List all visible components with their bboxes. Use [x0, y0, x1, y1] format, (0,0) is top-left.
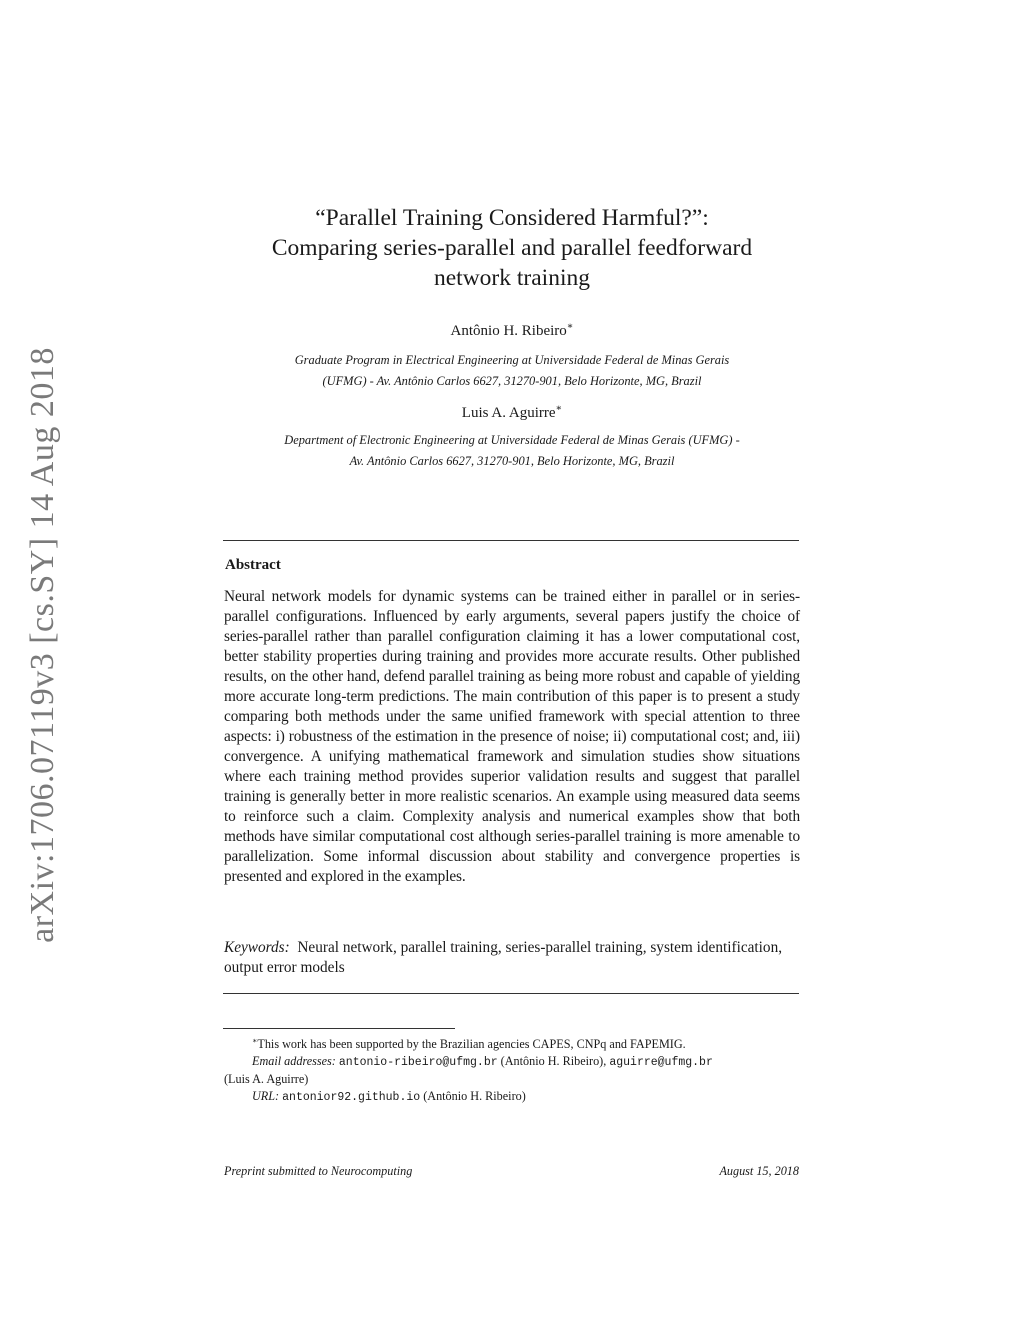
- keywords-text: Neural network, parallel training, series-parallel training, system identification, output error models: [224, 939, 783, 976]
- footnote-email-owner-line: [224, 1071, 814, 1088]
- author-1-name: Antônio H. Ribeiro: [450, 323, 567, 339]
- abstract-top-rule: [223, 540, 799, 541]
- arxiv-identifier: arXiv:1706.07119v3 [cs.SY] 14 Aug 2018: [24, 347, 61, 943]
- affiliation-1-line-1: Graduate Program in Electrical Engineering at Universidade Federal de Minas Gerais: [294, 353, 730, 367]
- keywords-label: Keywords:: [224, 939, 290, 956]
- preprint-date: August 15, 2018: [719, 1164, 799, 1178]
- footnote-url-line: [224, 1088, 814, 1106]
- email-link-2[interactable]: aguirre@ufmg.br: [609, 1056, 713, 1070]
- preprint-note: Preprint submitted to Neurocomputing: [224, 1164, 413, 1178]
- url-owner: (Antônio H. Ribeiro): [423, 1089, 526, 1104]
- author-1-affiliation: [215, 350, 809, 392]
- abstract-text: Neural network models for dynamic systems can be trained either in parallel or in series-parallel configurations. Influenced by early arguments, several papers justify the choice of series-parallel rather than parallel configuration claiming it has a lower computational cost, better stability properties during training and provides more accurate results. Other published results, on the other hand, defend parallel training as being more robust and capable of yielding more accurate long-term predictions. The main contribution of this paper is to present a study comparing both methods under the same unified framework with special attention to three aspects: i) robustness of the estimation in the presence of noise; ii) computational cost; and, iii) convergence. A unifying mathematical framework and simulation studies show situations where each training method provides superior validation results and suggest that parallel training is generally better in more realistic scenarios. An example using measured data seems to reinforce such a claim. Complexity analysis and numerical examples show that both methods have similar computational cost although series-parallel training is more amenable to parallelization. Some informal discussion about stability and convergence properties is presented and explored in the examples.: [224, 588, 800, 885]
- author-2-mark: ∗: [555, 403, 563, 414]
- keywords: [224, 938, 800, 978]
- author-1: [225, 321, 799, 340]
- email-link-1[interactable]: antonio-ribeiro@ufmg.br: [338, 1056, 498, 1070]
- url-label: URL:: [252, 1089, 280, 1104]
- abstract-bottom-rule: [223, 993, 799, 994]
- affiliation-1-line-2: (UFMG) - Av. Antônio Carlos 6627, 31270-901, Belo Horizonte, MG, Brazil: [322, 374, 702, 388]
- affiliation-2-line-2: Av. Antônio Carlos 6627, 31270-901, Belo Horizonte, MG, Brazil: [349, 454, 675, 468]
- footnote-support-line: [224, 1032, 814, 1053]
- email-label: Email addresses:: [252, 1054, 336, 1069]
- author-2-affiliation: [215, 430, 809, 472]
- author-2-name: Luis A. Aguirre: [461, 405, 556, 421]
- title-line-3: network training: [434, 265, 590, 291]
- footnote-mark: ∗: [252, 1036, 258, 1045]
- email-owner-2: (Luis A. Aguirre): [224, 1072, 309, 1087]
- email-owner-1: (Antônio H. Ribeiro),: [500, 1054, 607, 1069]
- footnote-email-line: [224, 1053, 814, 1071]
- url-link[interactable]: antonior92.github.io: [282, 1091, 421, 1105]
- footnote: [224, 1032, 814, 1106]
- paper-title: [225, 203, 799, 293]
- author-2: [225, 403, 799, 422]
- title-line-2: Comparing series-parallel and parallel feedforward: [271, 235, 753, 261]
- footnote-support: This work has been supported by the Brazilian agencies CAPES, CNPq and FAPEMIG.: [257, 1037, 686, 1052]
- title-line-1: “Parallel Training Considered Harmful?”:: [315, 205, 709, 231]
- author-1-mark: ∗: [566, 321, 574, 332]
- footnote-rule: [223, 1028, 455, 1029]
- abstract-heading: Abstract: [225, 557, 281, 573]
- affiliation-2-line-1: Department of Electronic Engineering at Universidade Federal de Minas Gerais (UFMG) -: [284, 433, 740, 447]
